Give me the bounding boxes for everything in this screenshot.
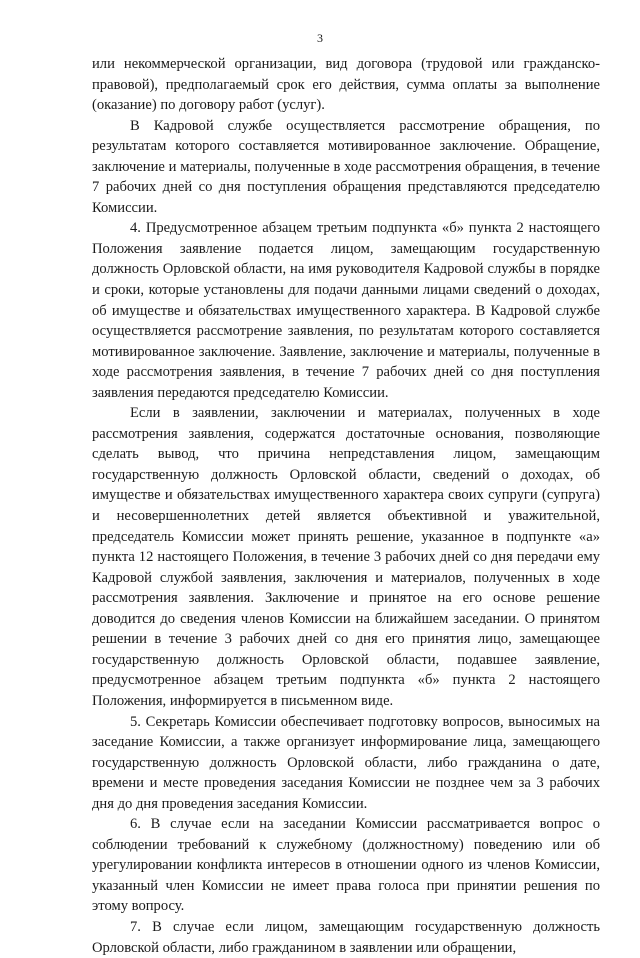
paragraph-item-4: 4. Предусмотренное абзацем третьим подпункта «б» пункта 2 настоящего Положения заявление подается лицом, замещающим государственную должность Орловской области, на имя руководителя Кадровой службы в порядке и сроки, которые установлены для подачи данными лицами сведений о доходах, об имуществе и обязательствах имущественного характера. В Кадровой службе осуществляется рассмотрение заявления, по результатам которого составляется мотивированное заключение. Заявление, заключение и материалы, полученные в ходе рассмотрения заявления, в течение 7 рабочих дней со дня поступления заявления передаются председателю Комиссии. [92,220,600,401]
page-number: 3 [317,31,323,45]
paragraph-item-4-decision: Если в заявлении, заключении и материалах, полученных в ходе рассмотрения заявления, содержатся достаточные основания, позволяющие сделать вывод, что причина непредставления лицом, замещающим государственную должность Орловской области, сведений о доходах, об имуществе и обязательствах имущественного характера своих супруги (супруга) и несовершеннолетних детей является объективной и уважительной, председатель Комиссии может принять решение, указанное в подпункте «а» пункта 12 настоящего Положения, в течение 3 рабочих дней со дня передачи ему Кадровой службой заявления, заключения и материалов, полученных в ходе рассмотрения заявления. Заключение и принятое на его основе решение доводится до сведения членов Комиссии на ближайшем заседании. О принятом решении в течение 3 рабочих дней со дня его принятия лицо, замещающее государственную должность Орловской области, подавшее заявление, предусмотренное абзацем третьим подпункта «б» пункта 2 настоящего Положения, информируется в письменном виде. [92,405,600,709]
document-body [92,54,600,958]
paragraph-continuation: или некоммерческой организации, вид договора (трудовой или гражданско-правовой), предполагаемый срок его действия, сумма оплаты за выполнение (оказание) по договору работ (услуг). [92,56,600,114]
paragraph-hr-review: В Кадровой службе осуществляется рассмотрение обращения, по результатам которого составляется мотивированное заключение. Обращение, заключение и материалы, полученные в ходе рассмотрения обращения, в течение 7 рабочих дней со дня поступления обращения представляются председателю Комиссии. [92,117,600,216]
paragraph-item-5: 5. Секретарь Комиссии обеспечивает подготовку вопросов, выносимых на заседание Комиссии, а также организует информирование лица, замещающего государственную должность Орловской области, либо гражданина о дате, времени и месте проведения заседания Комиссии не позднее чем за 3 рабочих дня до дня проведения заседания Комиссии. [92,713,600,812]
paragraph-item-6: 6. В случае если на заседании Комиссии рассматривается вопрос о соблюдении требований к служебному (должностному) поведению или об урегулировании конфликта интересов в отношении одного из членов Комиссии, указанный член Комиссии не имеет права голоса при принятии решения по этому вопросу. [92,816,600,915]
paragraph-item-7: 7. В случае если лицом, замещающим государственную должность Орловской области, либо гражданином в заявлении или обращении, [92,918,600,956]
